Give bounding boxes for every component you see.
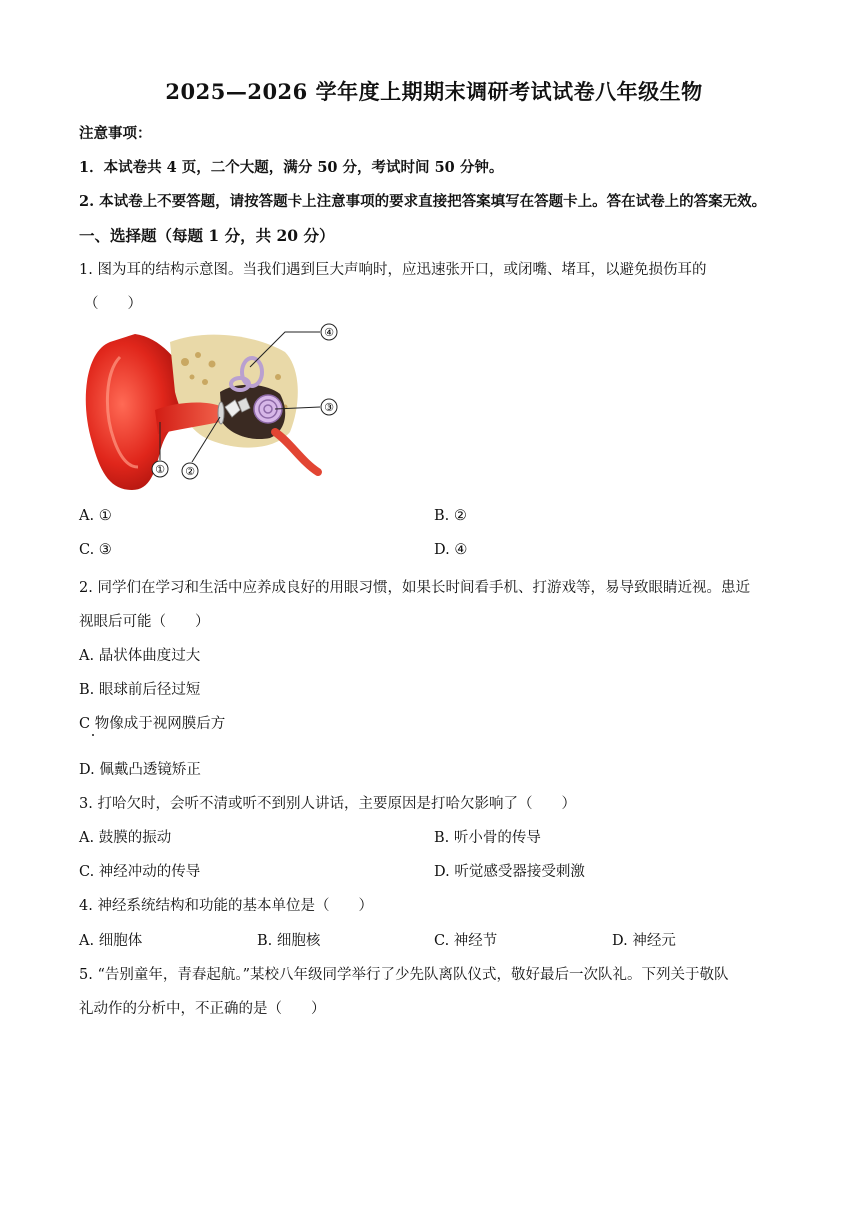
question-2-option-a: A. 晶状体曲度过大 bbox=[79, 648, 201, 664]
question-1-option-c: C. ③ bbox=[79, 542, 112, 558]
question-2-option-d: D. 佩戴凸透镜矫正 bbox=[79, 762, 201, 778]
question-4-option-c: C. 神经节 bbox=[434, 933, 498, 949]
svg-text:②: ② bbox=[185, 465, 195, 478]
question-2-stem: 2. 同学们在学习和生活中应养成良好的用眼习惯，如果长时间看手机、打游戏等，易导致眼睛近视。患近 bbox=[79, 580, 750, 596]
stray-dot bbox=[92, 734, 94, 736]
question-1-option-a: A. ① bbox=[79, 508, 112, 524]
question-3-stem: 3. 打哈欠时，会听不清或听不到别人讲话，主要原因是打哈欠影响了（ ） bbox=[79, 796, 576, 812]
page-title: 2025—2026 学年度上期期末调研考试试卷八年级生物 bbox=[165, 79, 703, 104]
question-2-option-b: B. 眼球前后径过短 bbox=[79, 682, 201, 698]
question-4-option-a: A. 细胞体 bbox=[79, 933, 143, 949]
question-3-option-d: D. 听觉感受器接受刺激 bbox=[434, 864, 585, 880]
label-3 bbox=[321, 399, 337, 415]
question-1-option-d: D. ④ bbox=[434, 542, 468, 558]
question-5-stem-cont: 礼动作的分析中，不正确的是（ ） bbox=[79, 1001, 326, 1017]
ear-structure-figure bbox=[80, 322, 350, 496]
question-5-stem: 5. “告别童年，青春起航。”某校八年级同学举行了少先队离队仪式，敬好最后一次队礼。下列关于敬队 bbox=[79, 967, 729, 983]
question-2-stem-cont: 视眼后可能（ ） bbox=[79, 614, 210, 630]
label-1 bbox=[152, 461, 168, 477]
label-2 bbox=[182, 463, 198, 479]
question-3-option-b: B. 听小骨的传导 bbox=[434, 830, 541, 846]
question-3-option-c: C. 神经冲动的传导 bbox=[79, 864, 201, 880]
label-4 bbox=[321, 324, 337, 340]
notice-heading: 注意事项： bbox=[79, 125, 152, 142]
svg-text:④: ④ bbox=[324, 326, 334, 339]
question-1-option-b: B. ② bbox=[434, 508, 467, 524]
question-4-option-d: D. 神经元 bbox=[612, 933, 676, 949]
notice-item-1: 1．本试卷共 4 页，二个大题，满分 50 分，考试时间 50 分钟。 bbox=[79, 159, 504, 176]
notice-item-2: 2. 本试卷上不要答题，请按答题卡上注意事项的要求直接把答案填写在答题卡上。答在试卷上的答案无效。 bbox=[79, 193, 767, 210]
ear-diagram bbox=[80, 322, 350, 496]
section-heading: 一、选择题（每题 1 分，共 20 分） bbox=[79, 226, 335, 245]
question-3-option-a: A. 鼓膜的振动 bbox=[79, 830, 172, 846]
question-4-stem: 4. 神经系统结构和功能的基本单位是（ ） bbox=[79, 898, 373, 914]
eardrum-shape bbox=[218, 402, 224, 424]
question-4-option-b: B. 细胞核 bbox=[257, 933, 321, 949]
question-2-option-c: C 物像成于视网膜后方 bbox=[79, 716, 226, 732]
question-1-stem: 1. 图为耳的结构示意图。当我们遇到巨大声响时，应迅速张开口，或闭嘴、堵耳，以避免损伤耳的 bbox=[79, 262, 707, 278]
question-1-blank: （ ） bbox=[84, 296, 142, 312]
svg-text:③: ③ bbox=[324, 401, 334, 414]
svg-text:①: ① bbox=[155, 463, 165, 476]
